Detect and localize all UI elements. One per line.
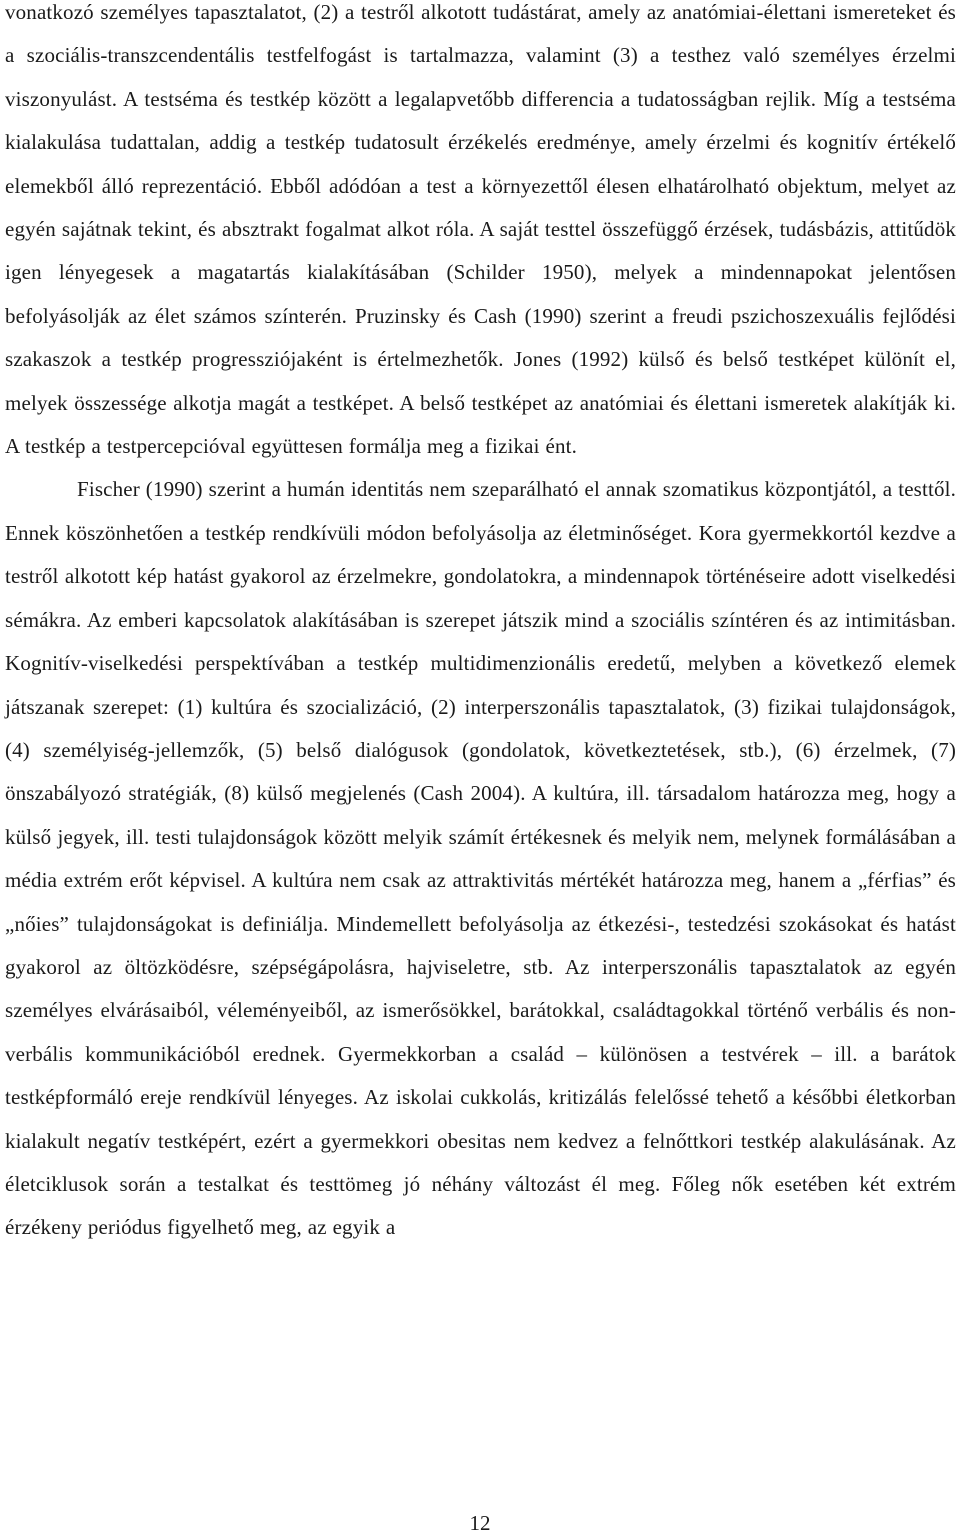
- paragraph-1: vonatkozó személyes tapasztalatot, (2) a testről alkotott tudástárat, amely az anatómiai-élettani ismereteket és a szociális-transzcendentális testfelfogást is tartalmazza, valamint (3) a testhez való személyes érzelmi viszonyulást. A testséma és testkép között a legalapvetőbb differencia a tudatosságban rejlik. Míg a testséma kialakulása tudattalan, addig a testkép tudatosult érzékelés eredménye, amely érzelmi és kognitív értékelő elemekből álló reprezentáció. Ebből adódóan a test a környezettől élesen elhatárolható objektum, melyet az egyén sajátnak tekint, és absztrakt fogalmat alkot róla. A saját testtel összefüggő érzések, tudásbázis, attitűdök igen lényegesek a magatartás kialakításában (Schilder 1950), melyek a mindennapokat jelentősen befolyásolják az élet számos színterén. Pruzinsky és Cash (1990) szerint a freudi pszichoszexuális fejlődési szakaszok a testkép progressziójaként is értelmezhetők. Jones (1992) külső és belső testképet különít el, melyek összessége alkotja magát a testképet. A belső testképet az anatómiai és élettani ismeretek alakítják ki. A testkép a testpercepcióval együttesen formálja meg a fizikai ént.: [5, 0, 956, 459]
- page-number: 12: [469, 1511, 491, 1535]
- body-text: [5, 0, 956, 1250]
- paragraph-2: Fischer (1990) szerint a humán identitás nem szeparálható el annak szomatikus központjától, a testtől. Ennek köszönhetően a testkép rendkívüli módon befolyásolja az életminőséget. Kora gyermekkortól kezdve a testről alkotott kép hatást gyakorol az érzelmekre, gondolatokra, a mindennapok történéseire adott viselkedési sémákra. Az emberi kapcsolatok alakításában is szerepet játszik mind a szociális színtéren és az intimitásban. Kognitív-viselkedési perspektívában a testkép multidimenzionális eredetű, melyben a következő elemek játszanak szerepet: (1) kultúra és szocializáció, (2) interperszonális tapasztalatok, (3) fizikai tulajdonságok, (4) személyiség-jellemzők, (5) belső dialógusok (gondolatok, következtetések, stb.), (6) érzelmek, (7) önszabályozó stratégiák, (8) külső megjelenés (Cash 2004). A kultúra, ill. társadalom határozza meg, hogy a külső jegyek, ill. testi tulajdonságok között melyik számít értékesnek és melyik nem, melynek formálásában a média extrém erőt képvisel. A kultúra nem csak az attraktivitás mértékét határozza meg, hanem a „férfias” és „nőies” tulajdonságokat is definiálja. Mindemellett befolyásolja az étkezési-, testedzési szokásokat és hatást gyakorol az öltözködésre, szépségápolásra, hajviseletre, stb. Az interperszonális tapasztalatok az egyén személyes elvárásaiból, véleményeiből, az ismerősökkel, barátokkal, családtagokkal történő verbális és non-verbális kommunikációból erednek. Gyermekkorban a család – különösen a testvérek – ill. a barátok testképformáló ereje rendkívül lényeges. Az iskolai cukkolás, kritizálás felelőssé tehető a későbbi életkorban kialakult negatív testképért, ezért a gyermekkori obesitas nem kedvez a felnőttkori testkép alakulásának. Az életciklusok során a testalkat és testtömeg jó néhány változást él meg. Főleg nők esetében két extrém érzékeny periódus figyelhető meg, az egyik a: [5, 477, 956, 1240]
